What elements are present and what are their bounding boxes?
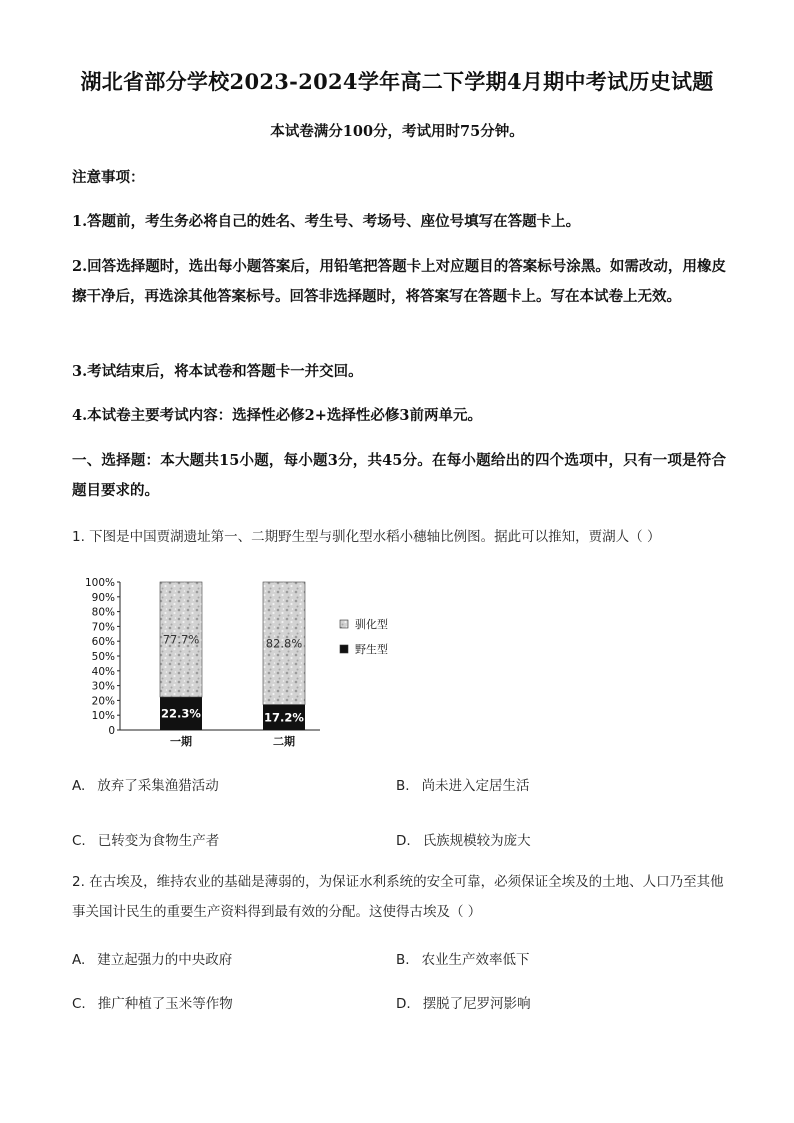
y-tick-label: 90% (91, 591, 115, 604)
question-1-stem: 1. 下图是中国贾湖遗址第一、二期野生型与驯化型水稻小穗轴比例图。据此可以推知，贾湖人（ ） (72, 529, 661, 545)
legend-swatch (340, 620, 348, 628)
x-category-label: 一期 (170, 735, 192, 748)
rice-ratio-chart (78, 572, 438, 752)
data-label-wild: 17.2% (264, 710, 304, 725)
y-tick-label: 40% (91, 665, 115, 678)
question-2-option-c[interactable] (72, 992, 233, 1012)
y-tick-label: 50% (91, 651, 115, 663)
note-item-2: 2.回答选择题时，选出每小题答案后，用铅笔把答题卡上对应题目的答案标号涂黑。如需改动，用橡皮擦干净后，再选涂其他答案标号。回答非选择题时，将答案写在答题卡上。写在本试卷上无效。 (72, 258, 726, 305)
question-1-option-d[interactable] (396, 829, 531, 849)
option-letter: A. (72, 778, 86, 794)
option-text: 推广种植了玉米等作物 (97, 996, 233, 1012)
legend-swatch (340, 645, 348, 653)
y-tick-label: 80% (91, 606, 115, 619)
option-text: 农业生产效率低下 (421, 952, 530, 968)
question-2-option-b[interactable] (396, 948, 530, 968)
note-item-4: 4.本试卷主要考试内容：选择性必修2+选择性必修3前两单元。 (72, 407, 482, 424)
legend-label: 野生型 (355, 643, 388, 656)
y-tick-label: 30% (91, 680, 115, 693)
note-item-1: 1.答题前，考生务必将自己的姓名、考生号、考场号、座位号填写在答题卡上。 (72, 213, 581, 230)
option-letter: C. (72, 996, 86, 1012)
option-letter: B. (396, 778, 410, 794)
question-1-option-a[interactable] (72, 774, 219, 794)
legend-label: 驯化型 (355, 618, 388, 631)
section-heading: 一、选择题：本大题共15小题，每小题3分，共45分。在每小题给出的四个选项中，只有一项是符合题目要求的。 (72, 452, 726, 499)
option-text: 氏族规模较为庞大 (422, 833, 531, 849)
data-label-domesticated: 82.8% (265, 636, 303, 651)
x-category-label: 二期 (273, 735, 295, 748)
option-letter: C. (72, 833, 86, 849)
question-2-stem: 2. 在古埃及，维持农业的基础是薄弱的，为保证水利系统的安全可靠，必须保证全埃及的土地、人口乃至其他事关国计民生的重要生产资料得到最有效的分配。这使得古埃及（ ） (72, 874, 724, 920)
y-tick-label: 100% (84, 577, 115, 589)
option-letter: B. (396, 952, 410, 968)
y-tick-label: 0 (108, 725, 115, 737)
notes-heading: 注意事项： (72, 169, 145, 186)
question-2-option-a[interactable] (72, 948, 232, 968)
question-1-option-b[interactable] (396, 774, 530, 794)
exam-info: 本试卷满分100分，考试用时75分钟。 (270, 123, 524, 140)
option-letter: A. (72, 952, 86, 968)
question-2-option-d[interactable] (396, 992, 531, 1012)
y-tick-label: 20% (91, 695, 115, 708)
data-label-wild: 22.3% (161, 706, 201, 721)
option-letter: D. (396, 996, 411, 1012)
option-text: 已转变为食物生产者 (97, 833, 220, 849)
page-title: 湖北省部分学校2023-2024学年高二下学期4月期中考试历史试题 (80, 69, 714, 94)
option-text: 建立起强力的中央政府 (97, 952, 233, 968)
option-letter: D. (396, 833, 411, 849)
note-item-3: 3.考试结束后，将本试卷和答题卡一并交回。 (72, 363, 363, 380)
data-label-domesticated: 77.7% (162, 632, 200, 647)
option-text: 放弃了采集渔猎活动 (97, 778, 219, 794)
y-tick-label: 60% (91, 636, 115, 649)
question-1-option-c[interactable] (72, 829, 219, 849)
y-tick-label: 10% (91, 710, 115, 723)
option-text: 摆脱了尼罗河影响 (422, 996, 531, 1012)
option-text: 尚未进入定居生活 (421, 778, 530, 794)
y-tick-label: 70% (91, 621, 115, 634)
